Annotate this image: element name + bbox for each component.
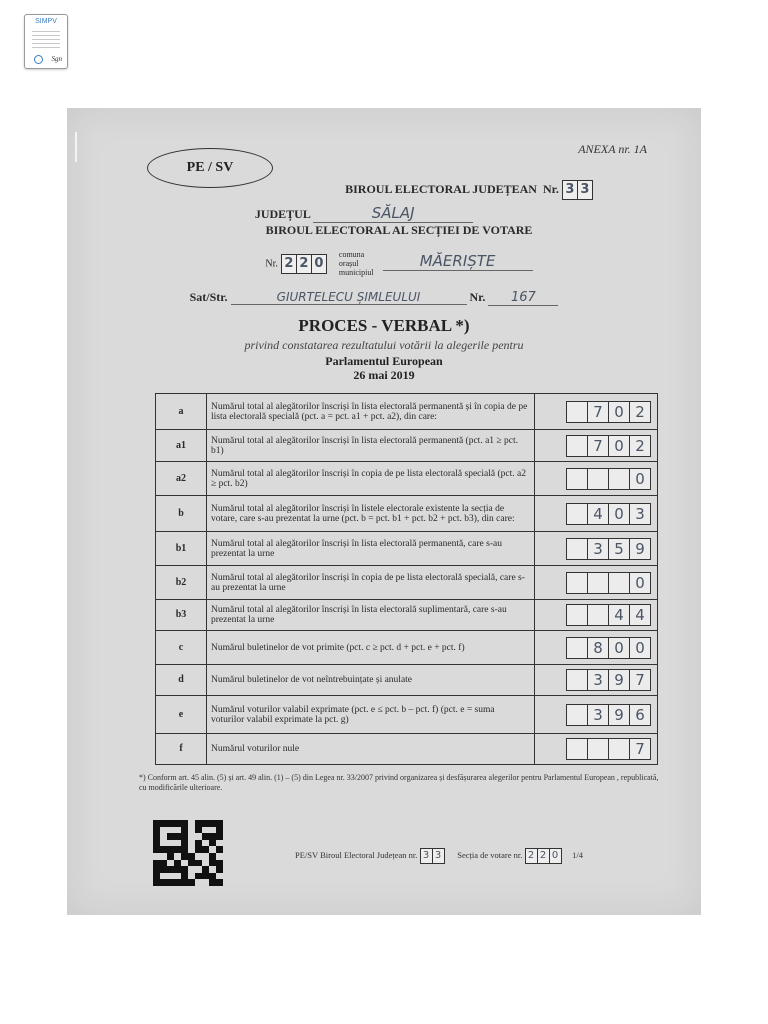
judet-label: JUDEȚUL <box>254 207 311 221</box>
qr-module <box>202 820 209 827</box>
judet-line <box>67 204 701 223</box>
row-value <box>535 631 658 665</box>
row-code: a1 <box>156 430 207 462</box>
sat-nr-value: 167 <box>488 290 558 306</box>
row-description: Numărul buletinelor de vot primite (pct. c ≥ pct. d + pct. e + pct. f) <box>207 631 535 665</box>
sectie-number-box <box>281 254 327 274</box>
sat-nr-label: Nr. <box>469 290 486 304</box>
locality-value: MĂERIȘTE <box>383 252 533 271</box>
qr-module <box>181 873 188 880</box>
locality-types <box>339 250 374 277</box>
row-description: Numărul total al alegătorilor înscriși în lista electorală permanentă și în copia de pe lista electorală specială (pct. a = pct. a1 + pct. a2), din care: <box>207 394 535 430</box>
qr-module <box>167 827 174 834</box>
value-digit: 2 <box>635 436 645 455</box>
qr-module <box>181 860 188 867</box>
qr-module <box>188 860 195 867</box>
qr-module <box>209 873 216 880</box>
parliament-label: Parlamentul European <box>325 354 443 368</box>
qr-module <box>216 853 223 860</box>
qr-module <box>181 853 188 860</box>
row-value <box>535 462 658 496</box>
value-digit <box>567 402 588 422</box>
row-description: Numărul total al alegătorilor înscriși în lista electorală permanentă (pct. a1 ≥ pct. b1) <box>207 430 535 462</box>
qr-module <box>202 853 209 860</box>
row-description: Numărul total al alegătorilor înscriși în listele electorale existente la secția de votare, care s-au prezentat la urne (pct. b = pct. b1 + pct. b2 + pct. b3), din care: <box>207 496 535 532</box>
row-value <box>535 600 658 631</box>
qr-module <box>174 853 181 860</box>
qr-module <box>188 846 195 853</box>
page-number: 1/4 <box>572 849 584 860</box>
scanned-page <box>67 108 701 915</box>
qr-module <box>202 833 209 840</box>
value-digit: 0 <box>609 638 630 658</box>
bes-label: BIROUL ELECTORAL AL SECȚIEI DE VOTARE <box>265 223 533 237</box>
footnote: *) Conform art. 45 alin. (5) și art. 49 alin. (1) – (5) din Legea nr. 33/2007 privind organizarea și desfășurarea alegerilor pentru Parlamentul European , republicată, cu modificările ulterioare. <box>139 773 659 792</box>
row-value <box>535 566 658 600</box>
qr-module <box>188 833 195 840</box>
row-description: Numărul total al alegătorilor înscriși în lista electorală permanentă, care s-au prezentat la urne <box>207 532 535 566</box>
qr-module <box>195 840 202 847</box>
page-title: PROCES - VERBAL *) <box>298 316 470 335</box>
qr-module <box>167 879 174 886</box>
qr-module <box>195 879 202 886</box>
qr-module <box>209 860 216 867</box>
judet-value: SĂLAJ <box>313 204 473 223</box>
page-mark <box>75 132 77 162</box>
value-digit <box>567 504 588 524</box>
sat-value: GIURTELECU ȘIMLEULUI <box>231 290 467 305</box>
digit: 2 <box>526 849 538 863</box>
row-description: Numărul voturilor nule <box>207 734 535 765</box>
qr-module <box>195 873 202 880</box>
qr-module <box>216 879 223 886</box>
qr-module <box>209 820 216 827</box>
qr-module <box>174 866 181 873</box>
footer-bej-text: PE/SV Biroul Electoral Județean nr. <box>295 849 418 860</box>
value-digit <box>609 573 630 593</box>
qr-module <box>195 827 202 834</box>
qr-module <box>202 860 209 867</box>
qr-module <box>181 827 188 834</box>
table-row <box>156 496 658 532</box>
row-value <box>535 734 658 765</box>
results-table <box>155 393 658 765</box>
signature-icon: Sgn <box>51 55 62 63</box>
qr-module <box>174 860 181 867</box>
value-box <box>566 538 651 560</box>
sectie-line <box>67 250 701 277</box>
value-digit: 3 <box>588 705 609 725</box>
table-row <box>156 665 658 696</box>
qr-module <box>188 879 195 886</box>
row-code: b1 <box>156 532 207 566</box>
value-digit: 7 <box>635 671 645 689</box>
locality-municipiu: municipiul <box>338 268 374 277</box>
qr-module <box>174 873 181 880</box>
qr-module <box>209 866 216 873</box>
qr-module <box>216 846 223 853</box>
qr-module <box>209 853 216 860</box>
value-digit: 7 <box>588 436 609 456</box>
qr-module <box>188 866 195 873</box>
qr-module <box>188 840 195 847</box>
qr-module <box>188 827 195 834</box>
thumbnail-line <box>32 35 60 36</box>
table-row <box>156 631 658 665</box>
qr-module <box>160 879 167 886</box>
digit: 0 <box>314 255 324 271</box>
footer-line <box>295 848 583 864</box>
value-box <box>566 669 651 691</box>
value-digit: 9 <box>609 670 630 690</box>
row-value <box>535 430 658 462</box>
qr-module <box>167 833 174 840</box>
bej-number-box <box>562 180 593 200</box>
value-digit <box>588 573 609 593</box>
table-row <box>156 394 658 430</box>
digit: 3 <box>421 849 433 863</box>
row-value <box>535 665 658 696</box>
digit: 3 <box>580 182 590 197</box>
qr-module <box>209 827 216 834</box>
qr-module <box>153 840 160 847</box>
row-value <box>535 532 658 566</box>
qr-module <box>216 873 223 880</box>
qr-module <box>195 820 202 827</box>
qr-module <box>153 833 160 840</box>
qr-module <box>188 820 195 827</box>
qr-module <box>167 866 174 873</box>
value-digit: 0 <box>635 638 645 657</box>
qr-module <box>216 840 223 847</box>
thumbnail-line <box>32 31 60 32</box>
value-digit: 7 <box>588 402 609 422</box>
document-thumbnail[interactable] <box>24 14 68 69</box>
table-row <box>156 734 658 765</box>
value-digit: 0 <box>609 436 630 456</box>
value-digit: 4 <box>609 605 630 625</box>
qr-module <box>160 820 167 827</box>
qr-module <box>181 879 188 886</box>
qr-module <box>202 873 209 880</box>
qr-module <box>195 833 202 840</box>
qr-module <box>167 853 174 860</box>
footer-sectie-box <box>525 848 562 864</box>
value-digit <box>567 573 588 593</box>
seal-icon <box>34 55 43 64</box>
value-digit: 4 <box>588 504 609 524</box>
thumbnail-line <box>32 39 60 40</box>
qr-module <box>160 853 167 860</box>
qr-module <box>174 820 181 827</box>
value-digit <box>567 469 588 489</box>
value-digit <box>567 436 588 456</box>
qr-module <box>209 833 216 840</box>
qr-module <box>216 866 223 873</box>
sectie-nr-label: Nr. <box>265 258 278 270</box>
digit: 3 <box>563 181 578 199</box>
value-digit: 7 <box>635 740 645 758</box>
bej-nr-label: Nr. <box>542 181 559 196</box>
value-digit: 0 <box>635 469 645 488</box>
qr-module <box>153 820 160 827</box>
value-digit: 3 <box>635 504 645 523</box>
table-row <box>156 696 658 734</box>
qr-module <box>195 853 202 860</box>
qr-code <box>153 820 223 886</box>
row-description: Numărul total al alegătorilor înscriși în lista electorală suplimentară, care s-au prezentat la urne <box>207 600 535 631</box>
qr-module <box>188 853 195 860</box>
qr-module <box>160 840 167 847</box>
qr-module <box>209 879 216 886</box>
qr-module <box>202 827 209 834</box>
qr-module <box>188 873 195 880</box>
value-box <box>566 604 651 626</box>
locality-oras: orașul <box>338 259 359 268</box>
value-digit <box>609 469 630 489</box>
qr-module <box>216 827 223 834</box>
value-digit: 5 <box>609 539 630 559</box>
value-digit: 4 <box>635 606 645 624</box>
qr-module <box>181 833 188 840</box>
qr-module <box>160 833 167 840</box>
qr-module <box>195 846 202 853</box>
qr-module <box>195 860 202 867</box>
qr-module <box>181 846 188 853</box>
qr-module <box>174 846 181 853</box>
digit: 2 <box>538 849 550 863</box>
digit: 0 <box>551 850 559 861</box>
row-description: Numărul buletinelor de vot neîntrebuințate și anulate <box>207 665 535 696</box>
qr-module <box>153 873 160 880</box>
qr-module <box>216 860 223 867</box>
footer-bej-box <box>420 848 445 864</box>
qr-module <box>167 846 174 853</box>
qr-module <box>195 866 202 873</box>
thumbnail-line <box>32 43 60 44</box>
thumbnail-label: SIMPV <box>35 18 57 25</box>
qr-module <box>160 866 167 873</box>
row-value <box>535 696 658 734</box>
value-box <box>566 401 651 423</box>
value-box <box>566 503 651 525</box>
qr-module <box>174 879 181 886</box>
qr-module <box>209 840 216 847</box>
thumbnail-line <box>32 47 60 48</box>
value-box <box>566 637 651 659</box>
row-code: a2 <box>156 462 207 496</box>
table-row <box>156 600 658 631</box>
qr-module <box>202 879 209 886</box>
qr-module <box>153 866 160 873</box>
qr-module <box>216 833 223 840</box>
value-digit <box>609 739 630 759</box>
row-code: c <box>156 631 207 665</box>
table-row <box>156 532 658 566</box>
election-date: 26 mai 2019 <box>353 368 415 382</box>
annex-label: ANEXA nr. 1A <box>578 142 647 156</box>
qr-module <box>167 873 174 880</box>
value-box <box>566 704 651 726</box>
value-digit <box>567 705 588 725</box>
qr-module <box>160 827 167 834</box>
qr-module <box>153 827 160 834</box>
sat-label: Sat/Str. <box>189 290 228 304</box>
value-digit <box>567 739 588 759</box>
sat-line <box>67 290 701 306</box>
value-digit <box>588 739 609 759</box>
value-digit: 3 <box>588 670 609 690</box>
qr-module <box>153 860 160 867</box>
row-description: Numărul voturilor valabil exprimate (pct. e ≤ pct. b – pct. f) (pct. e = suma voturilor valabil exprimate la pct. g) <box>207 696 535 734</box>
row-value <box>535 496 658 532</box>
pe-sv-oval: PE / SV <box>147 148 273 188</box>
row-code: f <box>156 734 207 765</box>
value-box <box>566 738 651 760</box>
qr-module <box>202 846 209 853</box>
row-code: d <box>156 665 207 696</box>
table-row <box>156 566 658 600</box>
value-box <box>566 572 651 594</box>
qr-module <box>160 873 167 880</box>
bej-line <box>67 180 701 200</box>
digit: 2 <box>282 255 297 273</box>
value-digit: 6 <box>635 705 645 724</box>
row-description: Numărul total al alegătorilor înscriși în copia de pe lista electorală specială, care s-au prezentat la urne <box>207 566 535 600</box>
qr-module <box>160 846 167 853</box>
value-digit: 0 <box>635 573 645 592</box>
qr-module <box>167 820 174 827</box>
qr-module <box>181 866 188 873</box>
qr-module <box>153 846 160 853</box>
value-digit: 0 <box>609 402 630 422</box>
qr-module <box>216 820 223 827</box>
digit: 2 <box>297 255 312 273</box>
value-digit <box>567 605 588 625</box>
qr-module <box>181 820 188 827</box>
value-digit <box>567 539 588 559</box>
qr-module <box>153 879 160 886</box>
page-subtitle: privind constatarea rezultatului votării la alegerile pentru <box>244 338 524 352</box>
value-digit <box>588 469 609 489</box>
value-digit: 9 <box>635 539 645 558</box>
qr-module <box>167 840 174 847</box>
value-digit <box>567 638 588 658</box>
row-description: Numărul total al alegătorilor înscriși în copia de pe lista electorală specială (pct. a2 ≥ pct. b2) <box>207 462 535 496</box>
value-digit: 9 <box>609 705 630 725</box>
row-value <box>535 394 658 430</box>
qr-module <box>167 860 174 867</box>
row-code: a <box>156 394 207 430</box>
value-box <box>566 468 651 490</box>
qr-module <box>181 840 188 847</box>
row-code: e <box>156 696 207 734</box>
digit: 3 <box>434 850 442 861</box>
row-code: b <box>156 496 207 532</box>
qr-module <box>153 853 160 860</box>
value-digit <box>567 670 588 690</box>
qr-module <box>209 846 216 853</box>
row-code: b2 <box>156 566 207 600</box>
value-digit: 3 <box>588 539 609 559</box>
value-digit: 0 <box>609 504 630 524</box>
row-code: b3 <box>156 600 207 631</box>
table-row <box>156 430 658 462</box>
qr-module <box>160 860 167 867</box>
bej-label: BIROUL ELECTORAL JUDEȚEAN <box>345 181 537 196</box>
qr-module <box>174 840 181 847</box>
value-digit <box>588 605 609 625</box>
qr-module <box>202 840 209 847</box>
table-row <box>156 462 658 496</box>
value-digit: 8 <box>588 638 609 658</box>
qr-module <box>174 833 181 840</box>
qr-module <box>202 866 209 873</box>
value-box <box>566 435 651 457</box>
qr-module <box>174 827 181 834</box>
value-digit: 2 <box>635 402 645 421</box>
footer-sectie-text: Secția de votare nr. <box>457 849 523 860</box>
locality-comuna: comuna <box>338 250 365 259</box>
